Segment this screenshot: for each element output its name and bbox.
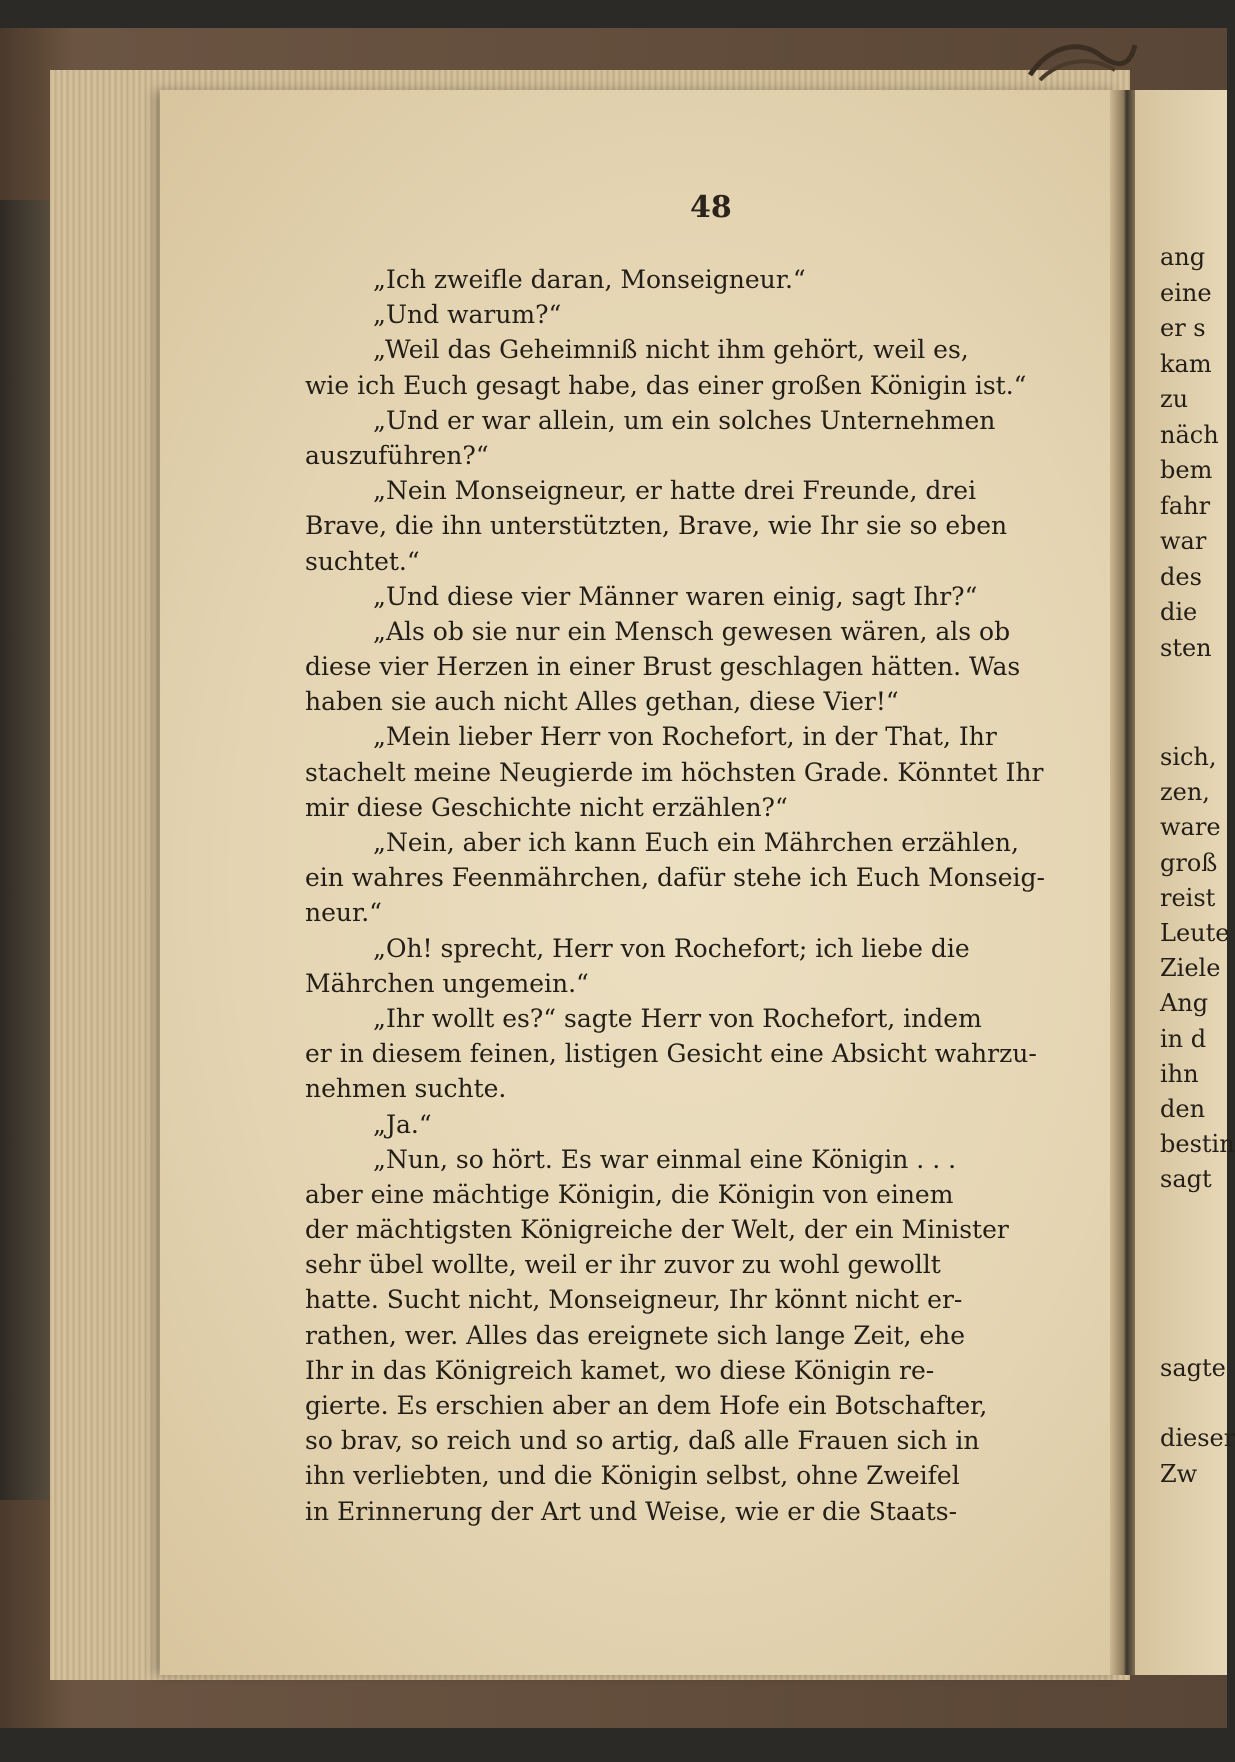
next-page-fragment: dieser: [1160, 1424, 1235, 1453]
text-line: Brave, die ihn unterstützten, Brave, wie Ihr sie so eben: [305, 511, 1008, 541]
text-line: mir diese Geschichte nicht erzählen?“: [305, 792, 788, 822]
next-page-fragment: bem: [1160, 456, 1213, 484]
text-line: haben sie auch nicht Alles gethan, diese Vier!“: [305, 687, 899, 717]
text-line: ein wahres Feenmährchen, dafür stehe ich Euch Monseig-: [305, 863, 1045, 893]
next-page-fragment: sagt: [1160, 1165, 1212, 1194]
text-line: rathen, wer. Alles das ereignete sich lange Zeit, ehe: [305, 1320, 966, 1350]
next-page-fragment: zen,: [1160, 778, 1210, 807]
text-line: nehmen suchte.: [305, 1074, 507, 1104]
next-page-text-bottom: [1160, 1348, 1235, 1489]
text-line: in Erinnerung der Art und Weise, wie er die Staats-: [305, 1496, 958, 1526]
next-page-fragment: ihn: [1160, 1059, 1199, 1088]
next-page-fragment: war: [1160, 527, 1207, 555]
text-line: er in diesem feinen, listigen Gesicht eine Absicht wahrzu-: [305, 1039, 1037, 1069]
text-line: „Und warum?“: [373, 300, 562, 330]
text-line: gierte. Es erschien aber an dem Hofe ein Botschafter,: [305, 1391, 988, 1420]
text-line: „Und diese vier Männer waren einig, sagt Ihr?“: [373, 581, 978, 611]
text-line: „Als ob sie nur ein Mensch gewesen wären, als ob: [373, 616, 1011, 646]
next-page-fragment: sagte: [1160, 1354, 1226, 1382]
next-page-fragment: reist: [1160, 883, 1216, 912]
next-page-fragment: die: [1160, 598, 1198, 626]
text-line: „Ich zweifle daran, Monseigneur.“: [373, 265, 806, 294]
text-line: „Nun, so hört. Es war einmal eine Königin . . .: [373, 1144, 957, 1174]
binding-thread: [1020, 35, 1140, 85]
next-page-fragment: Zw: [1160, 1459, 1198, 1488]
text-line: hatte. Sucht nicht, Monseigneur, Ihr könnt nicht er-: [305, 1285, 963, 1315]
next-page-fragment: näch: [1160, 420, 1219, 449]
text-line: „Nein Monseigneur, er hatte drei Freunde, drei: [373, 476, 977, 506]
text-line: Mährchen ungemein.“: [305, 968, 589, 998]
text-line: ihn verliebten, und die Königin selbst, ohne Zweifel: [305, 1461, 960, 1491]
text-line: „Oh! sprecht, Herr von Rochefort; ich liebe die: [373, 933, 970, 963]
text-line: wie ich Euch gesagt habe, das einer großen Königin ist.“: [305, 370, 1027, 400]
text-line: der mächtigsten Königreiche der Welt, der ein Minister: [305, 1215, 1009, 1245]
text-line: „Und er war allein, um ein solches Unternehmen: [373, 405, 996, 435]
next-page-fragment: Ziele: [1160, 954, 1221, 983]
body-text: [305, 262, 1110, 1529]
next-page-fragment: zu: [1160, 385, 1189, 413]
next-page-fragment: eine: [1160, 278, 1212, 307]
next-page-fragment: bestin: [1160, 1130, 1235, 1159]
text-line: „Nein, aber ich kann Euch ein Mährchen erzählen,: [373, 828, 1019, 857]
text-line: aber eine mächtige Königin, die Königin von einem: [305, 1179, 954, 1209]
text-line: „Weil das Geheimniß nicht ihm gehört, weil es,: [373, 335, 969, 365]
text-line: so brav, so reich und so artig, daß alle Frauen sich in: [305, 1426, 980, 1456]
page-number: 48: [690, 190, 732, 225]
text-line: sehr übel wollte, weil er ihr zuvor zu wohl gewollt: [305, 1250, 941, 1280]
next-page-fragment: ware: [1160, 813, 1221, 842]
text-line: Ihr in das Königreich kamet, wo diese Königin re-: [305, 1355, 935, 1385]
next-page-fragment: fahr: [1160, 491, 1211, 520]
next-page-fragment: Leute: [1160, 918, 1230, 947]
text-line: neur.“: [305, 898, 382, 928]
next-page-fragment: sten: [1160, 633, 1212, 662]
next-page-fragment: den: [1160, 1094, 1206, 1123]
text-line: auszuführen?“: [305, 440, 489, 470]
text-line: suchtet.“: [305, 546, 420, 576]
next-page-text-middle: [1160, 740, 1235, 1197]
next-page-fragment: [1160, 1383, 1227, 1418]
next-page-fragment: sich,: [1160, 743, 1217, 771]
next-page-fragment: des: [1160, 562, 1202, 591]
text-line: stachelt meine Neugierde im höchsten Grade. Könntet Ihr: [305, 757, 1044, 787]
next-page-fragment: kam: [1160, 349, 1212, 378]
next-page-fragment: in d: [1160, 1024, 1207, 1053]
text-line: „Mein lieber Herr von Rochefort, in der That, Ihr: [373, 722, 997, 752]
next-page-text-top: [1160, 240, 1227, 666]
next-page-fragment: er s: [1160, 314, 1206, 342]
text-line: diese vier Herzen in einer Brust geschlagen hätten. Was: [305, 652, 1021, 682]
text-line: „Ja.“: [373, 1109, 432, 1139]
next-page-fragment: groß: [1160, 848, 1218, 877]
text-line: „Ihr wollt es?“ sagte Herr von Rochefort, indem: [373, 1003, 982, 1033]
next-page-fragment: Ang: [1160, 989, 1209, 1018]
next-page-fragment: ang: [1160, 243, 1206, 271]
